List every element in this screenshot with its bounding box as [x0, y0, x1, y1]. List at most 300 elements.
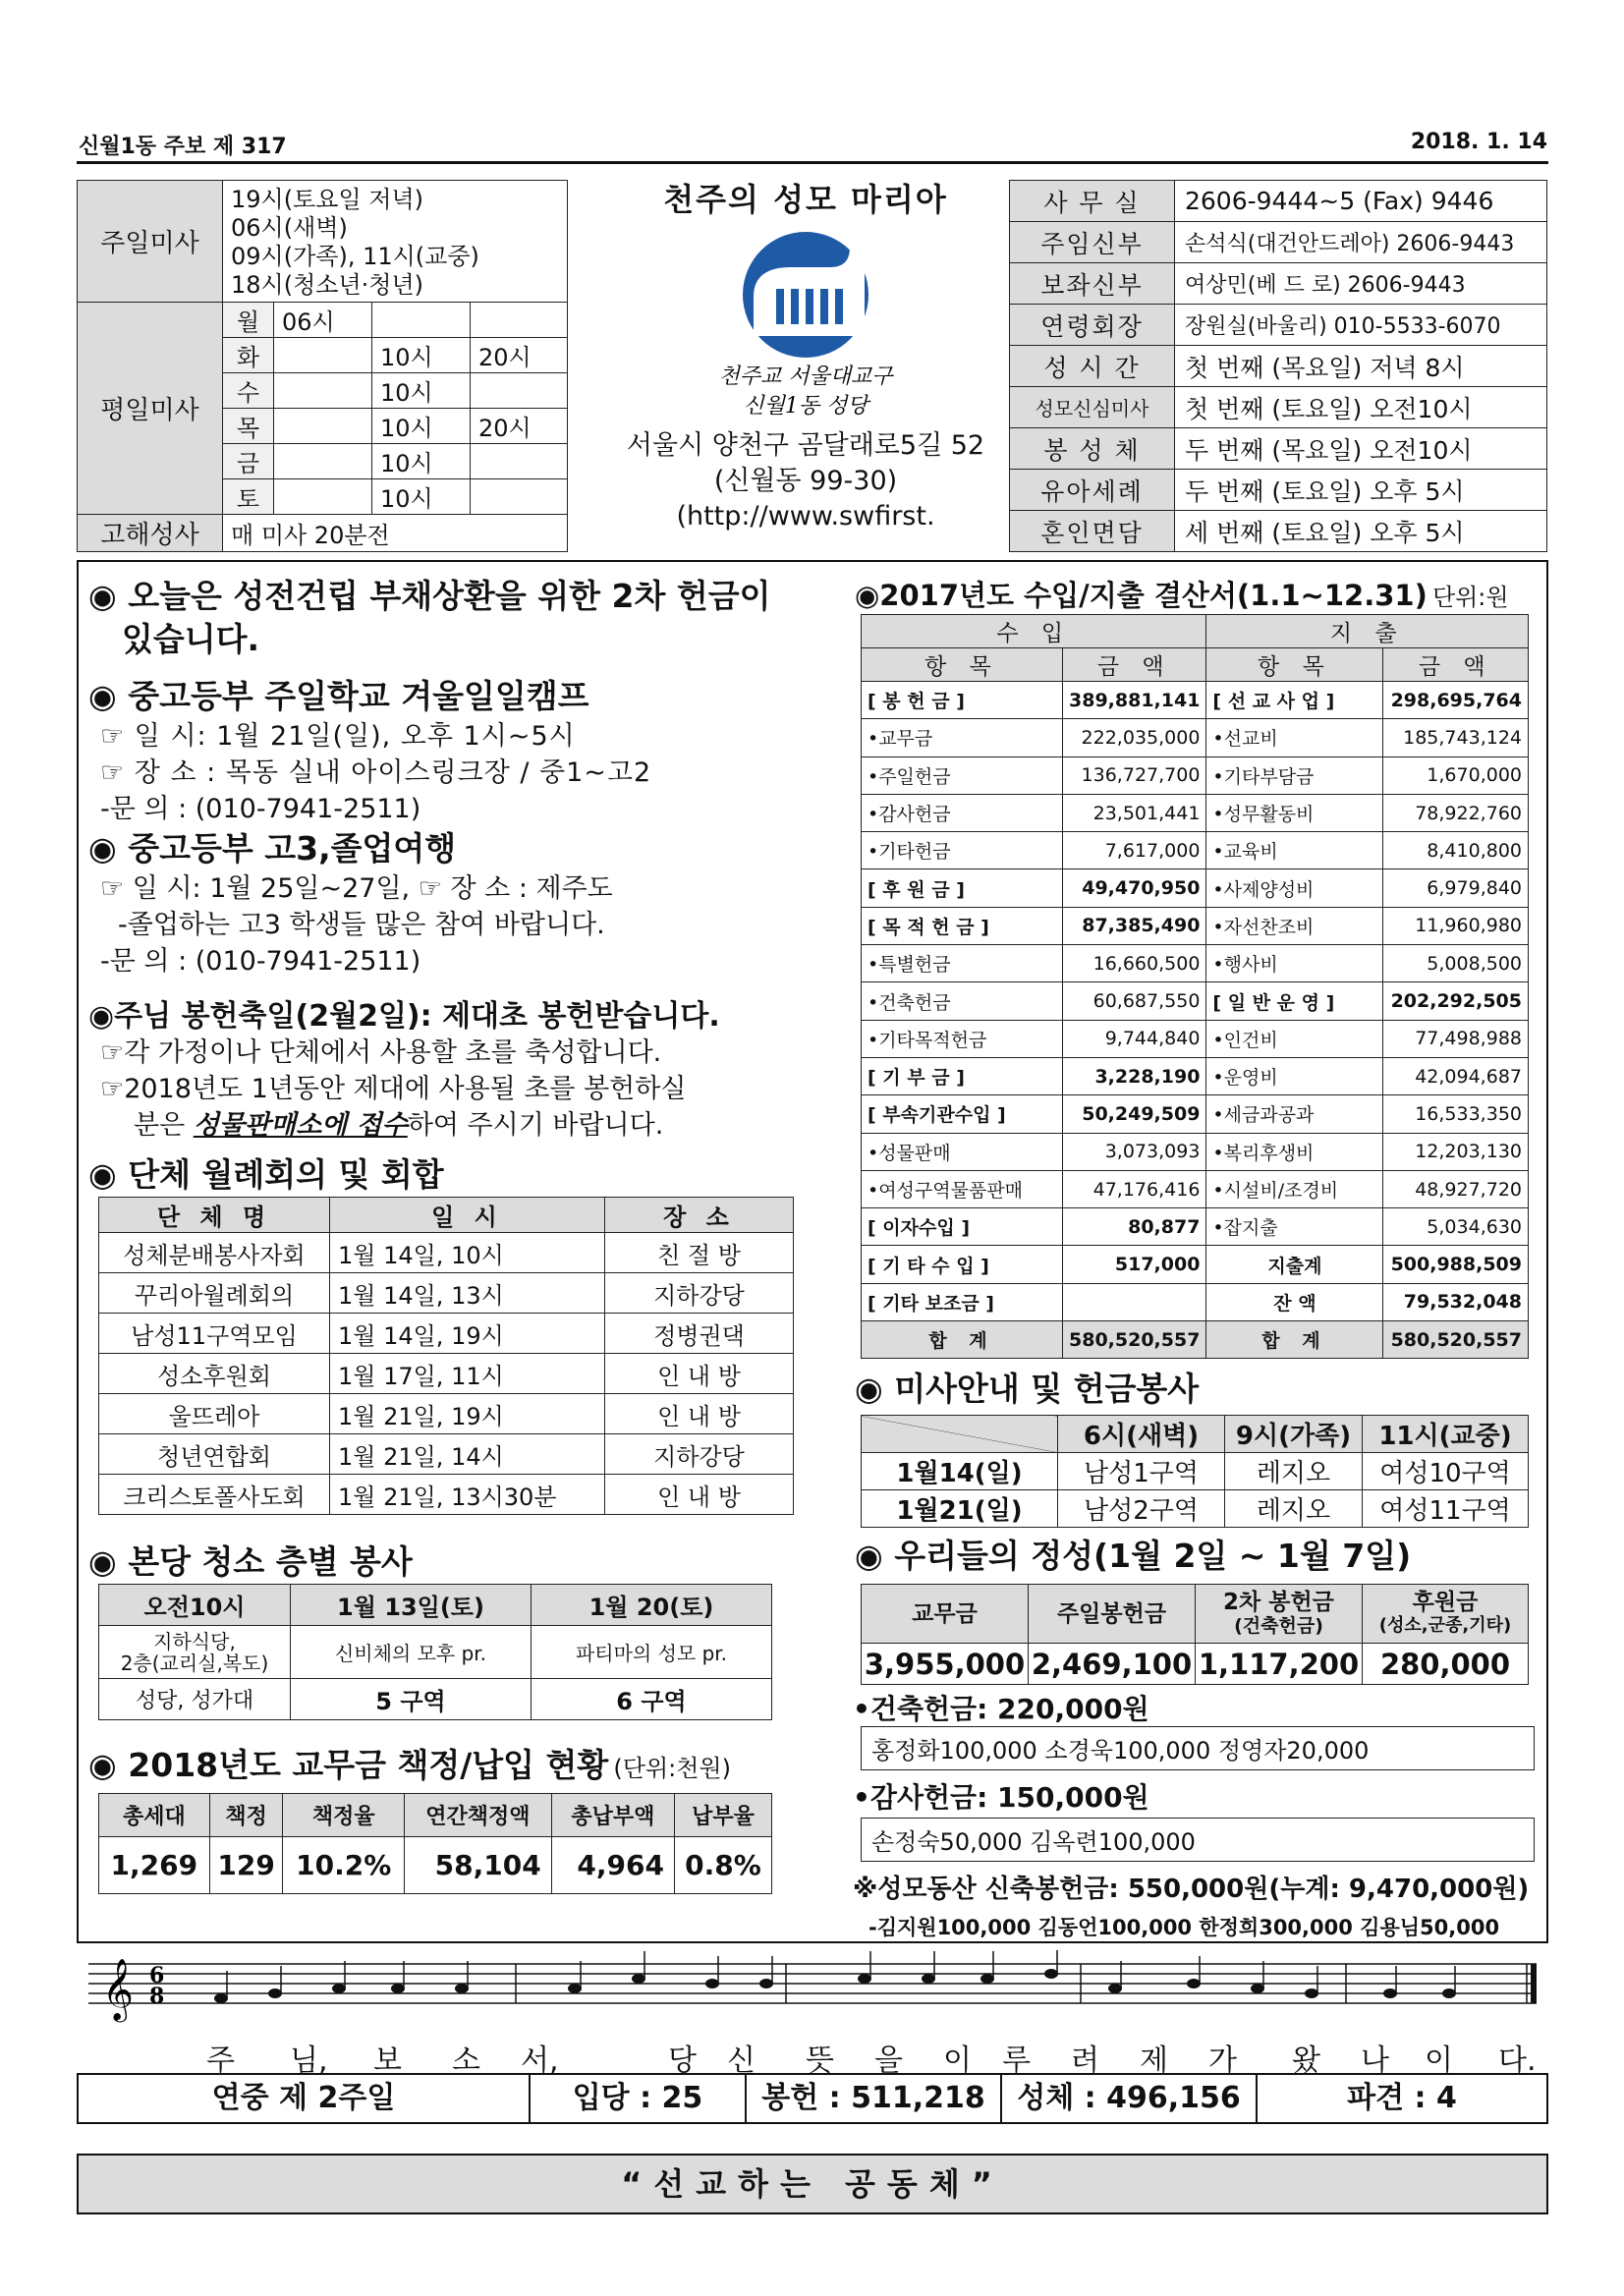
finance-item: •특별헌금 [862, 945, 1063, 982]
sunday-time: 09시(가족), 11시(교중) [231, 242, 479, 270]
lyric-syllable: 소 [452, 2044, 480, 2078]
notice-text: 분은 [134, 1110, 194, 1141]
weekday-time [274, 409, 372, 444]
note-head [759, 1979, 773, 1988]
weekday-time [471, 444, 568, 479]
finance-row [862, 756, 1529, 794]
office-label: 유아세례 [1010, 470, 1175, 511]
finance-item: [ 선 교 사 업 ] [1206, 682, 1383, 719]
group-name: 성소후원회 [99, 1354, 330, 1394]
total-amount: 580,520,557 [1383, 1321, 1529, 1359]
group-place: 인 내 방 [605, 1394, 794, 1434]
finance-row [862, 1170, 1529, 1207]
finance-amount: 9,744,840 [1063, 1020, 1206, 1057]
weekday-time: 06시 [274, 303, 372, 338]
finance-item: [ 일 반 운 영 ] [1206, 982, 1383, 1020]
group-name: 울뜨레아 [99, 1394, 330, 1434]
weekday-day: 목 [223, 409, 274, 444]
office-label: 성모신심미사 [1010, 387, 1175, 428]
weekday-day: 토 [223, 479, 274, 515]
finance-item: [ 후 원 금 ] [862, 869, 1063, 907]
lyric-syllable: 주 [206, 2044, 235, 2078]
left-column [88, 575, 835, 1894]
office-label: 봉 성 체 [1010, 428, 1175, 470]
header-line: (성소,군종,기타) [1378, 1614, 1512, 1636]
finance-amount: 16,660,500 [1063, 945, 1206, 982]
col-header: 장 소 [605, 1198, 794, 1233]
finance-amount: 222,035,000 [1063, 719, 1206, 756]
weekday-time [471, 303, 568, 338]
shrine-fund-names: -김지원100,000 김동언100,000 한정희300,000 김용님50,000 [868, 1916, 1500, 1939]
offerings-title: ◉ 우리들의 정성(1월 2일 ~ 1월 7일) [855, 1537, 1412, 1575]
finance-amount: 5,034,630 [1383, 1208, 1529, 1246]
note-head [632, 1974, 645, 1984]
finance-row [862, 1057, 1529, 1094]
group-name: 청년연합회 [99, 1434, 330, 1475]
weekday-time [274, 479, 372, 515]
offering-value: 2,469,100 [1029, 1644, 1196, 1685]
shrine-fund-title: ※성모동산 신축봉헌금: 550,000원(누계: 9,470,000원) [853, 1875, 1530, 1904]
office-value: 첫 번째 (토요일) 오전10시 [1175, 387, 1547, 428]
mass-group: 레지오 [1225, 1453, 1363, 1490]
note-head [705, 1979, 719, 1988]
finance-amount: 60,687,550 [1063, 982, 1206, 1020]
income-header: 수 입 [862, 615, 1206, 648]
notice-title: ◉ 오늘은 성전건립 부채상환을 위한 2차 헌금이 [88, 577, 771, 615]
cleaning-group: 6 구역 [532, 1679, 772, 1720]
note-head [1187, 1979, 1201, 1988]
weekday-time [274, 338, 372, 373]
finance-amount: 23,501,441 [1063, 794, 1206, 831]
finance-amount: 48,927,720 [1383, 1170, 1529, 1207]
col-header: 11시(교중) [1363, 1416, 1529, 1453]
music-staff [79, 1950, 1546, 2029]
office-value: 2606-9444~5 (Fax) 9446 [1175, 181, 1547, 222]
notice-emphasis: 성물판매소에 접수 [193, 1110, 408, 1141]
finance-amount: 517,000 [1063, 1246, 1206, 1283]
finance-row [862, 832, 1529, 869]
finance-amount: 5,008,500 [1383, 945, 1529, 982]
notice-candle-title: ◉주님 봉헌축일(2월2일): 제대초 봉헌받습니다. [88, 999, 720, 1034]
offering-value: 280,000 [1363, 1644, 1529, 1685]
finance-title: ◉2017년도 수입/지출 결산서(1.1~12.31) [855, 579, 1428, 612]
note-head [922, 1974, 935, 1984]
finance-item: •시설비/조경비 [1206, 1170, 1383, 1207]
confession-label: 고해성사 [78, 515, 223, 552]
total-amount: 580,520,557 [1063, 1321, 1206, 1359]
weekday-mass-label: 평일미사 [78, 303, 223, 515]
attendance-bar [77, 2073, 1548, 2124]
seal-line-2: 신월1동 성당 [743, 394, 868, 419]
weekday-time: 10시 [372, 444, 471, 479]
weekday-time [274, 444, 372, 479]
lyric-syllable: 려 [1071, 2044, 1099, 2078]
lyric-syllable: 왔 [1292, 2044, 1320, 2078]
lyrics-row [79, 2030, 1546, 2078]
finance-amount: 202,292,505 [1383, 982, 1529, 1020]
finance-item: [ 이자수입 ] [862, 1208, 1063, 1246]
kyomu-title-row [88, 1744, 835, 1787]
kyomu-value: 1,269 [99, 1837, 210, 1894]
finance-row [862, 1283, 1529, 1320]
office-value: 여상민(베 드 로) 2606-9443 [1175, 263, 1547, 305]
mass-group: 여성10구역 [1363, 1453, 1529, 1490]
office-label: 주임신부 [1010, 222, 1175, 263]
cleaning-area [99, 1626, 291, 1679]
col-header: 연간책정액 [404, 1794, 551, 1837]
mass-date: 1월14(일) [862, 1453, 1058, 1490]
header-line: 후원금 [1412, 1589, 1479, 1615]
parish-motto: “선교하는 공동체” [77, 2154, 1548, 2214]
office-label: 보좌신부 [1010, 263, 1175, 305]
kyomu-title: ◉ 2018년도 교무금 책정/납입 현황 [88, 1746, 609, 1784]
col-header: 주일봉헌금 [1029, 1585, 1196, 1644]
finance-amount: 3,228,190 [1063, 1057, 1206, 1094]
cleaning-group: 파티마의 성모 pr. [532, 1626, 772, 1679]
sunday-time: 18시(청소년·청년) [231, 270, 423, 299]
finance-amount: 50,249,509 [1063, 1095, 1206, 1133]
group-place: 인 내 방 [605, 1354, 794, 1394]
finance-item: •자선찬조비 [1206, 907, 1383, 944]
lyric-syllable: 이 [1425, 2044, 1453, 2078]
office-value: 손석식(대건안드레아) 2606-9443 [1175, 222, 1547, 263]
notice-winter-camp-title: ◉ 중고등부 주일학교 겨울일일캠프 [88, 677, 589, 715]
notice-line: -문 의 : (010-7941-2511) [100, 794, 421, 824]
finance-item: •잡지출 [1206, 1208, 1383, 1246]
office-info-table [1009, 180, 1547, 552]
col-header: 책정 [209, 1794, 283, 1837]
weekday-time [471, 373, 568, 409]
note-head [1442, 1988, 1456, 1998]
parish-title: 천주의 성모 마리아 [663, 181, 948, 218]
col-header: 금 액 [1383, 648, 1529, 682]
mass-guide-table [861, 1415, 1529, 1528]
mass-guide-title: ◉ 미사안내 및 헌금봉사 [855, 1370, 1200, 1408]
finance-amount: 79,532,048 [1383, 1283, 1529, 1320]
office-value: 두 번째 (토요일) 오후 5시 [1175, 470, 1547, 511]
finance-rows [862, 682, 1529, 1321]
building-fund-title: •건축헌금: 220,000원 [853, 1693, 1149, 1725]
weekday-day: 수 [223, 373, 274, 409]
header-rule [77, 161, 1548, 164]
weekday-day: 월 [223, 303, 274, 338]
header-line: (건축헌금) [1234, 1614, 1323, 1637]
weekday-time: 10시 [372, 338, 471, 373]
group-time: 1월 17일, 11시 [330, 1354, 605, 1394]
finance-amount: 12,203,130 [1383, 1133, 1529, 1170]
finance-item: [ 기 부 금 ] [862, 1057, 1063, 1094]
group-time: 1월 21일, 13시30분 [330, 1475, 605, 1515]
group-time: 1월 21일, 14시 [330, 1434, 605, 1475]
col-header: 교무금 [862, 1585, 1029, 1644]
thanks-fund-title: •감사헌금: 150,000원 [853, 1781, 1149, 1814]
kyomu-value: 58,104 [404, 1837, 551, 1894]
office-value: 세 번째 (토요일) 오후 5시 [1175, 511, 1547, 552]
notice-line: ☞ 일 시: 1월 25일~27일, ☞ 장 소 : 제주도 [100, 873, 613, 904]
col-header: 총세대 [99, 1794, 210, 1837]
music-notes [214, 1950, 1456, 2003]
mass-date: 1월21(일) [862, 1490, 1058, 1528]
mass-group: 남성2구역 [1058, 1490, 1225, 1528]
col-header: 항 목 [1206, 648, 1383, 682]
lyric-syllable: 을 [874, 2044, 903, 2078]
finance-amount [1063, 1283, 1206, 1320]
office-label: 연령회장 [1010, 305, 1175, 346]
col-header [1363, 1585, 1529, 1644]
finance-row [862, 719, 1529, 756]
notice-2nd-collection [88, 575, 835, 661]
weekday-time: 10시 [372, 373, 471, 409]
col-header: 1월 13일(토) [291, 1585, 532, 1626]
finance-amount: 78,922,760 [1383, 794, 1529, 831]
lyric-syllable: 신 [727, 2044, 756, 2078]
lyric-syllable: 루 [1002, 2044, 1031, 2078]
col-header [1196, 1585, 1363, 1644]
finance-row [862, 1133, 1529, 1170]
group-name: 성체분배봉사자회 [99, 1233, 330, 1273]
thanks-fund-names: 손정숙50,000 김옥련100,000 [861, 1818, 1535, 1862]
building-fund-names: 홍정화100,000 소경욱100,000 정영자20,000 [861, 1726, 1535, 1770]
finance-row [862, 1095, 1529, 1133]
parish-website[interactable]: (http://www.swfirst. [676, 501, 935, 532]
group-place: 지하강당 [605, 1273, 794, 1314]
weekday-time: 10시 [372, 479, 471, 515]
notice-graduation-trip-title: ◉ 중고등부 고3,졸업여행 [88, 829, 457, 868]
finance-item: •운영비 [1206, 1057, 1383, 1094]
weekday-time [471, 479, 568, 515]
group-place: 친 절 방 [605, 1233, 794, 1273]
lyric-syllable: 가 [1208, 2044, 1237, 2078]
finance-amount: 8,410,800 [1383, 832, 1529, 869]
notice-line [88, 1107, 835, 1144]
finance-item: •주일헌금 [862, 756, 1063, 794]
finance-amount: 136,727,700 [1063, 756, 1206, 794]
offerings-table [861, 1584, 1529, 1685]
finance-amount: 11,960,980 [1383, 907, 1529, 944]
mass-group: 레지오 [1225, 1490, 1363, 1528]
finance-item: [ 부속기관수입 ] [862, 1095, 1063, 1133]
seal-line-1: 천주교 서울대교구 [718, 364, 893, 389]
note-head [1108, 1984, 1122, 1993]
offertory-amount: 봉헌 : 511,218 [747, 2075, 1002, 2122]
bulletin-issue: 신월1동 주보 제 317 [79, 135, 287, 159]
finance-item: [ 기타 보조금 ] [862, 1283, 1063, 1320]
parish-center-block [589, 175, 1022, 534]
weekday-day: 금 [223, 444, 274, 479]
kyomu-value: 4,964 [551, 1837, 674, 1894]
dismissal-count: 파견 : 4 [1347, 2081, 1457, 2115]
office-value: 첫 번째 (목요일) 저녁 8시 [1175, 346, 1547, 387]
finance-row [862, 982, 1529, 1020]
col-header: 납부율 [675, 1794, 772, 1837]
offering-value: 1,117,200 [1196, 1644, 1363, 1685]
cleaning-title: ◉ 본당 청소 층별 봉사 [88, 1542, 413, 1581]
groups-title: ◉ 단체 월례회의 및 회합 [88, 1155, 444, 1194]
finance-amount: 80,877 [1063, 1208, 1206, 1246]
finance-row [862, 794, 1529, 831]
sunday-mass-times [223, 181, 568, 303]
col-header: 총납부액 [551, 1794, 674, 1837]
group-time: 1월 14일, 19시 [330, 1314, 605, 1354]
office-label: 혼인면담 [1010, 511, 1175, 552]
groups-table [98, 1197, 794, 1515]
finance-item: •교무금 [862, 719, 1063, 756]
col-header: 9시(가족) [1225, 1416, 1363, 1453]
diagonal-header [862, 1416, 1058, 1453]
finance-item: [ 기 타 수 입 ] [862, 1246, 1063, 1283]
group-place: 정병권댁 [605, 1314, 794, 1354]
group-place: 지하강당 [605, 1434, 794, 1475]
notice-line: ☞각 가정이나 단체에서 사용할 초를 축성합니다. [100, 1037, 662, 1068]
sunday-time: 06시(새벽) [231, 213, 348, 242]
expense-header: 지 출 [1206, 615, 1529, 648]
total-label: 합 계 [862, 1321, 1063, 1359]
col-header: 단 체 명 [99, 1198, 330, 1233]
lyric-syllable: 보 [373, 2044, 402, 2078]
finance-amount: 47,176,416 [1063, 1170, 1206, 1207]
parish-logo-icon [693, 228, 919, 424]
weekday-time [274, 373, 372, 409]
col-header: 오전10시 [99, 1585, 291, 1626]
finance-item: •기타헌금 [862, 832, 1063, 869]
finance-row [862, 1208, 1529, 1246]
time-signature-top: 6 [149, 1963, 165, 1988]
parish-address [589, 428, 1022, 534]
confession-value: 매 미사 20분전 [223, 515, 568, 552]
weekday-time: 10시 [372, 409, 471, 444]
note-head [1305, 1988, 1318, 1998]
lyric-syllable: 뜻 [806, 2044, 834, 2078]
area-line: 2층(교리실,복도) [120, 1651, 269, 1675]
sunday-mass-label: 주일미사 [78, 181, 223, 303]
finance-item: •인건비 [1206, 1020, 1383, 1057]
finance-row [862, 1020, 1529, 1057]
group-name: 꾸리아월례회의 [99, 1273, 330, 1314]
address-line: 서울시 양천구 곰달래로5길 52 [626, 430, 985, 461]
finance-item: •복리후생비 [1206, 1133, 1383, 1170]
finance-item: •기타부담금 [1206, 756, 1383, 794]
weekday-time: 20시 [471, 338, 568, 373]
col-header: 일 시 [330, 1198, 605, 1233]
finance-amount: 42,094,687 [1383, 1057, 1529, 1094]
notice-line: -졸업하는 고3 학생들 많은 참여 바랍니다. [118, 910, 605, 940]
finance-amount: 185,743,124 [1383, 719, 1529, 756]
finance-item: 지출계 [1206, 1246, 1383, 1283]
note-head [332, 1984, 346, 1993]
note-head [1044, 1969, 1058, 1979]
mass-group: 여성11구역 [1363, 1490, 1529, 1528]
office-label: 사 무 실 [1010, 181, 1175, 222]
notice-line: ☞2018년도 1년동안 제대에 사용될 초를 봉헌하실 [100, 1074, 687, 1104]
finance-row [862, 1246, 1529, 1283]
note-head [858, 1974, 871, 1984]
finance-item: [ 봉 헌 금 ] [862, 682, 1063, 719]
lyric-syllable: 서, [521, 2044, 559, 2078]
header-line: 2차 봉헌금 [1223, 1589, 1334, 1615]
note-head [391, 1984, 405, 1993]
finance-item: •성무활동비 [1206, 794, 1383, 831]
finance-amount: 16,533,350 [1383, 1095, 1529, 1133]
group-place: 인 내 방 [605, 1475, 794, 1515]
liturgical-week: 연중 제 2주일 [79, 2075, 531, 2122]
cleaning-group: 5 구역 [291, 1679, 532, 1720]
finance-item: •세금과공과 [1206, 1095, 1383, 1133]
mass-schedule-table [77, 180, 568, 552]
group-name: 크리스토폴사도회 [99, 1475, 330, 1515]
note-head [214, 1993, 228, 2003]
finance-amount: 389,881,141 [1063, 682, 1206, 719]
cleaning-table [98, 1584, 772, 1720]
kyomu-table [98, 1793, 772, 1894]
finance-amount: 500,988,509 [1383, 1246, 1529, 1283]
entrance-count: 입당 : 25 [531, 2075, 747, 2122]
notice-line: ☞ 일 시: 1월 21일(일), 오후 1시~5시 [100, 721, 576, 752]
group-time: 1월 21일, 19시 [330, 1394, 605, 1434]
col-header: 책정율 [283, 1794, 404, 1837]
cleaning-area: 성당, 성가대 [99, 1679, 291, 1720]
note-head [1383, 1988, 1397, 1998]
kyomu-unit: (단위:천원) [613, 1755, 731, 1782]
lyric-syllable: 당 [668, 2044, 697, 2078]
finance-amount: 77,498,988 [1383, 1020, 1529, 1057]
finance-amount: 49,470,950 [1063, 869, 1206, 907]
finance-row [862, 869, 1529, 907]
notice-title: 있습니다. [122, 620, 260, 658]
kyomu-value: 0.8% [675, 1837, 772, 1894]
staff-lines [88, 1964, 1537, 2003]
finance-amount: 87,385,490 [1063, 907, 1206, 944]
note-head [1251, 1984, 1264, 1993]
note-head [455, 1984, 469, 1993]
group-time: 1월 14일, 10시 [330, 1233, 605, 1273]
sunday-time: 19시(토요일 저녁) [231, 185, 423, 213]
note-head [980, 1974, 994, 1984]
finance-item: •선교비 [1206, 719, 1383, 756]
finance-amount: 3,073,093 [1063, 1133, 1206, 1170]
finance-item: •교육비 [1206, 832, 1383, 869]
finance-row [862, 682, 1529, 719]
col-header: 1월 20(토) [532, 1585, 772, 1626]
finance-amount: 7,617,000 [1063, 832, 1206, 869]
finance-amount: 6,979,840 [1383, 869, 1529, 907]
finance-title-row [855, 574, 1509, 614]
finance-item: •감사헌금 [862, 794, 1063, 831]
finance-item: •건축헌금 [862, 982, 1063, 1020]
finance-item: [ 목 적 헌 금 ] [862, 907, 1063, 944]
finance-amount: 1,670,000 [1383, 756, 1529, 794]
mass-group: 남성1구역 [1058, 1453, 1225, 1490]
finance-item: •기타목적헌금 [862, 1020, 1063, 1057]
notice-line: ☞ 장 소 : 목동 실내 아이스링크장 / 중1~고2 [100, 757, 652, 788]
weekday-time: 20시 [471, 409, 568, 444]
kyomu-value: 129 [209, 1837, 283, 1894]
weekday-time [372, 303, 471, 338]
lyric-syllable: 제 [1140, 2044, 1168, 2078]
finance-table [861, 614, 1529, 1359]
lyric-syllable: 다. [1498, 2044, 1537, 2078]
finance-item: 잔 액 [1206, 1283, 1383, 1320]
col-header: 6시(새벽) [1058, 1416, 1225, 1453]
finance-amount: 298,695,764 [1383, 682, 1529, 719]
finance-item: •행사비 [1206, 945, 1383, 982]
col-header: 항 목 [862, 648, 1063, 682]
lyric-syllable: 님, [290, 2044, 328, 2078]
treble-clef-icon: 𝄞 [102, 1958, 134, 2020]
note-head [568, 1984, 582, 1993]
office-label: 성 시 간 [1010, 346, 1175, 387]
total-label: 합 계 [1206, 1321, 1383, 1359]
col-header: 금 액 [1063, 648, 1206, 682]
